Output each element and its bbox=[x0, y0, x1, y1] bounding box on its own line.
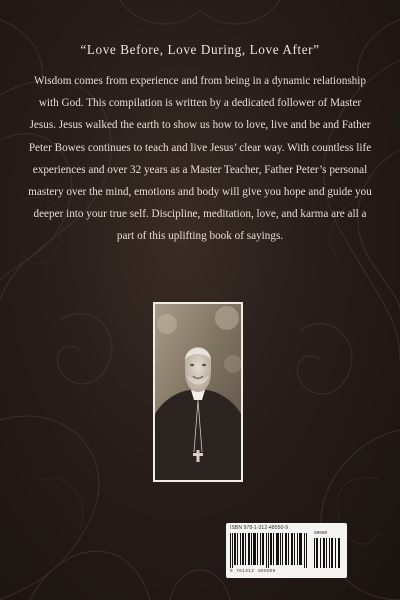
barcode-digits: 9 781312 485509 bbox=[230, 569, 276, 574]
barcode-bars bbox=[230, 533, 310, 568]
cover-blurb: Wisdom comes from experience and from being in a dynamic relationship with God. This compilation is written by a dedicated follower of Master Jesus. Jesus walked the earth to show us how to love, live and be and Father Peter Bowes continues to teach and live Jesus’ clear way. With countless life experiences and over 32 years as a Master Teacher, Father Peter’s personal mastery over the mind, emotions and body will give you hope and guide you deeper into your true self. Discipline, meditation, love, and karma are all a part of this uplifting book of sayings. bbox=[28, 75, 372, 243]
author-photo bbox=[153, 302, 243, 482]
barcode-addon-digits: 90000 bbox=[314, 531, 328, 536]
cover-tagline: “Love Before, Love During, Love After” bbox=[80, 42, 320, 57]
barcode-addon-bars bbox=[314, 538, 342, 568]
isbn-barcode bbox=[226, 523, 347, 578]
isbn-number: ISBN 978-1-312-48550-9 bbox=[230, 525, 288, 531]
